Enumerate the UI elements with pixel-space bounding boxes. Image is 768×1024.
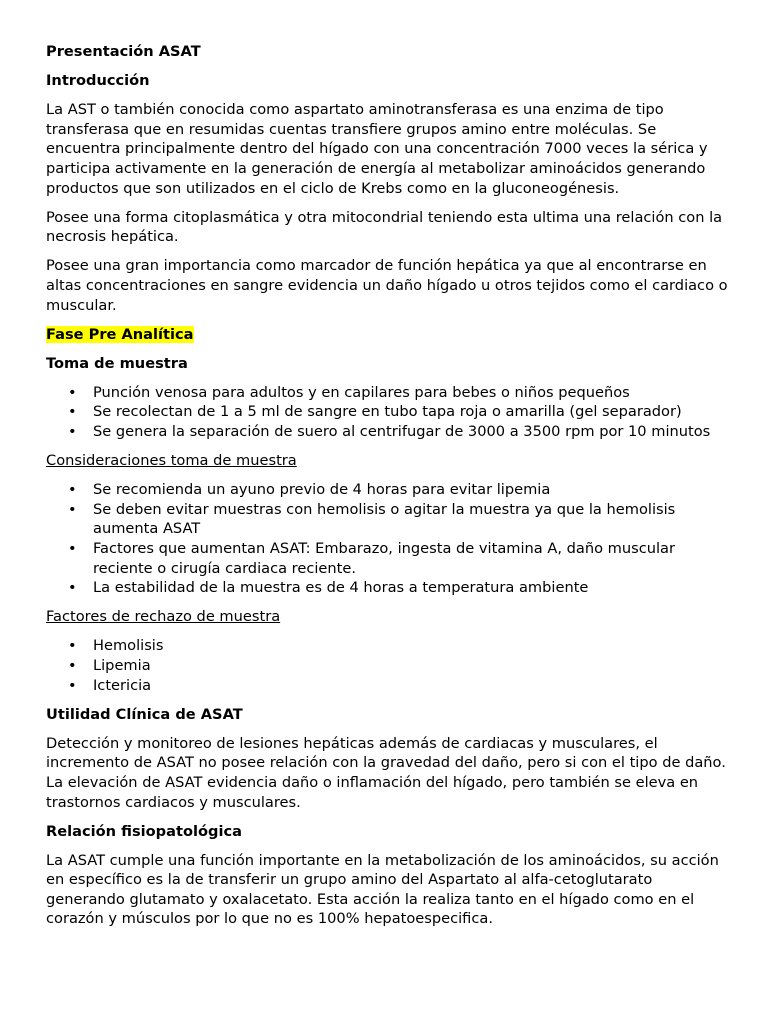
bullet-icon: •	[68, 676, 77, 694]
relacion-heading: Relación fisiopatológica	[46, 822, 242, 840]
bullet-icon: •	[68, 383, 77, 401]
consideraciones-heading: Consideraciones toma de muestra	[46, 452, 297, 470]
intro-heading: Introducción	[46, 72, 150, 90]
list-item: • Se recomienda un ayuno previo de 4 horas para evitar lipemia	[68, 481, 551, 499]
rechazo-heading: Factores de rechazo de muestra	[46, 608, 281, 626]
bullet-icon: •	[68, 481, 77, 499]
bullet-icon: •	[68, 500, 77, 518]
highlighted-heading-text: Fase Pre Analítica	[46, 325, 194, 343]
document-title: Presentación ASAT	[46, 43, 201, 60]
bullet-icon: •	[68, 637, 77, 655]
bullet-icon: •	[68, 403, 77, 421]
bullet-icon: •	[68, 423, 77, 440]
list-item: • La estabilidad de la muestra es de 4 horas a temperatura ambiente	[68, 579, 589, 597]
toma-muestra-heading: Toma de muestra	[46, 354, 188, 372]
relacion-paragraph: La ASAT cumple una función importante en la metabolización de los aminoácidos, su acción en específico es la de transferir un grupo amino del Aspartato al alfa-cetoglutarato generando glutamato y oxalacetato. Esta acción la realiza tanto en el hígado como en el corazón y músculos por lo que no es 100% hepatoespecifica.	[46, 851, 719, 928]
pre-analitica-heading	[46, 325, 728, 345]
list-item: • Lipemia	[68, 656, 151, 674]
list-item: • Ictericia	[68, 676, 152, 694]
intro-paragraph-2: Posee una forma citoplasmática y otra mitocondrial teniendo esta ultima una relación con la necrosis hepática.	[46, 208, 723, 246]
list-item: • Factores que aumentan ASAT: Embarazo, ingesta de vitamina A, daño muscular reciente o cirugía cardiaca reciente.	[68, 539, 675, 577]
utilidad-paragraph: Detección y monitoreo de lesiones hepáticas además de cardiacas y musculares, el incremento de ASAT no posee relación con la gravedad del daño, pero si con el tipo de daño. La elevación de ASAT evidencia daño o inflamación del hígado, pero también se eleva en trastornos cardiacos y musculares.	[46, 734, 726, 811]
consideraciones-list	[46, 480, 728, 598]
bullet-icon: •	[68, 656, 77, 674]
intro-paragraph-3: Posee una gran importancia como marcador de función hepática ya que al encontrarse en altas concentraciones en sangre evidencia un daño hígado u otros tejidos como el cardiaco o muscular.	[46, 257, 728, 314]
bullet-icon: •	[68, 539, 77, 557]
list-item: • Punción venosa para adultos y en capilares para bebes o niños pequeños	[68, 383, 630, 401]
toma-muestra-list	[46, 383, 728, 442]
list-item: • Se deben evitar muestras con hemolisis o agitar la muestra ya que la hemolisis aumenta ASAT	[68, 500, 676, 538]
list-item: • Se genera la separación de suero al centrifugar de 3000 a 3500 rpm por 10 minutos	[68, 423, 711, 440]
bullet-icon: •	[68, 579, 77, 597]
rechazo-list	[46, 636, 728, 695]
intro-paragraph-1: La AST o también conocida como aspartato aminotransferasa es una enzima de tipo transferasa que en resumidas cuentas transfiere grupos amino entre moléculas. Se encuentra principalmente dentro del hígado con una concentración 7000 veces la sérica y participa activamente en la generación de energía al metabolizar aminoácidos generando productos que son utilizados en el ciclo de Krebs como en la gluconeogénesis.	[46, 101, 708, 197]
utilidad-heading: Utilidad Clínica de ASAT	[46, 705, 243, 723]
list-item: • Se recolectan de 1 a 5 ml de sangre en tubo tapa roja o amarilla (gel separador)	[68, 403, 682, 421]
list-item: • Hemolisis	[68, 637, 164, 655]
